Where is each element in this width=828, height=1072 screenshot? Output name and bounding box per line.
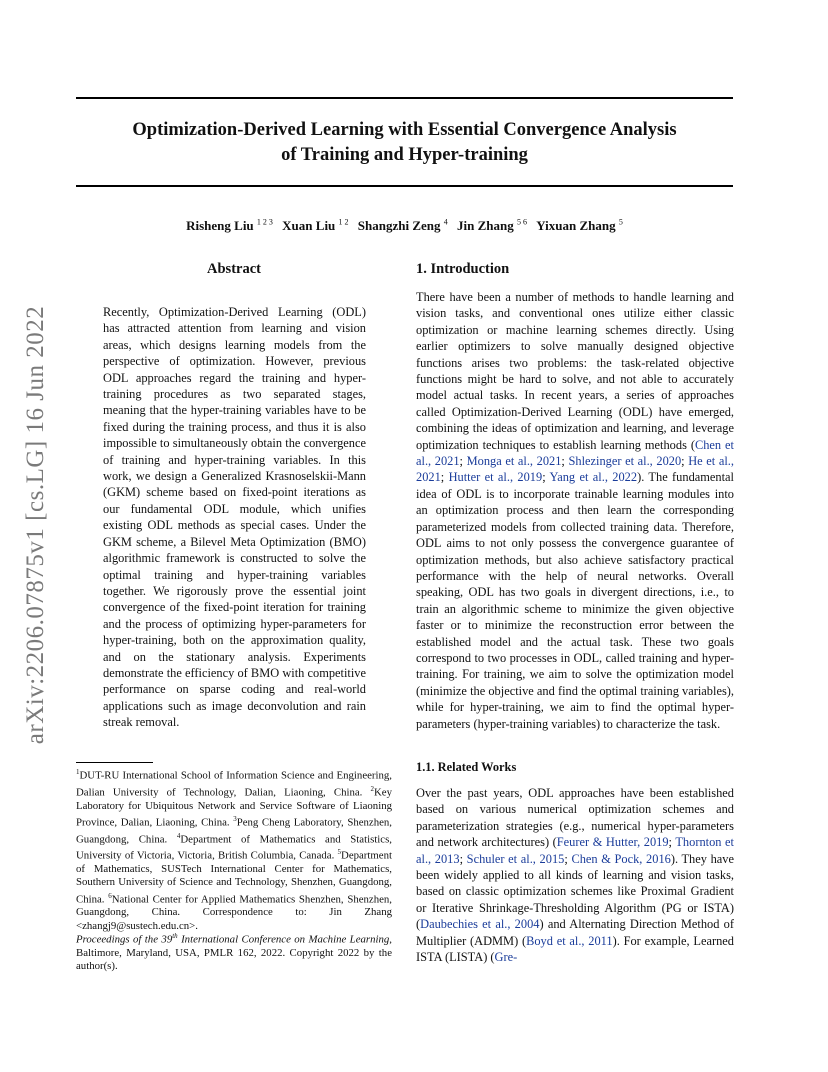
author: Yixuan Zhang $^5$ <box>536 218 623 234</box>
title-line-2: of Training and Hyper-training <box>281 145 528 165</box>
arxiv-stamp-text: arXiv:2206.07875v1 [cs.LG] 16 Jun 2022 <box>22 305 49 745</box>
introduction-heading: 1. Introduction <box>416 261 510 277</box>
related-works-text: Over the past years, ODL approaches have been established based on various numerical optimization schemes and parameterization strategies (e.g., numerical hyper-parameters and network architectures) (Feurer & Hutter, 2019; Thornton et al., 2013; Schuler et al., 2015; Chen & Pock, 2016). They have been widely applied to all kinds of learning and vision tasks, based on classic optimization schemes like Proximal Gradient or Iterative Shrinkage-Thresholding Algorithm (PG or ISTA) (Daubechies et al., 2004) and Alternating Direction Method of Multiplier (ADMM) (Boyd et al., 2011). For example, Learned ISTA (LISTA) (Gre- <box>416 786 734 965</box>
citation-link[interactable]: Chen & Pock, 2016 <box>571 851 671 866</box>
author: Jin Zhang $^{5 6}$ <box>457 218 528 234</box>
paper-title <box>76 118 733 168</box>
author: Shangzhi Zeng $^4$ <box>357 218 448 234</box>
citation-link[interactable]: Hutter et al., 2019 <box>448 470 543 485</box>
affiliations-footnote: $^1$DUT-RU International School of Information Science and Engineering, Dalian University of Technology, Dalian, Liaoning, China. $^2$Key Laboratory for Ubiquitous Network and Service Software of Liaoning Province, Dalian, Liaoning, China. $^3$Peng Cheng Laboratory, Shenzhen, Guangdong, China. $^4$Department of Mathematics and Statistics, University of Victoria, Victoria, British Columbia, Canada. $^5$Department of Mathematics, SUSTech International Center for Mathematics, Southern University of Science and Technology, Shenzhen, Guangdong, China. $^6$National Center for Applied Mathematics Shenzhen, Shenzhen, Guangdong, China. Correspondence to: Jin Zhang <zhangj9@sustech.edu.cn>. <box>76 768 393 932</box>
top-rule <box>76 97 733 99</box>
introduction-text: There have been a number of methods to handle learning and vision tasks, and conventional ones utilize either classic optimization or machine learning schemes directly. Using earlier optimizers to solve manually designed objective functions arises two problems: the task-related objective functions might be hard to solve, and not able to accurately model actual tasks. In recent years, a series of approaches called Optimization-Derived Learning (ODL) have emerged, combining the ideas of optimization and learning, and leverage optimization techniques to establish learning methods (Chen et al., 2021; Monga et al., 2021; Shlezinger et al., 2020; He et al., 2021; Hutter et al., 2019; Yang et al., 2022). The fundamental idea of ODL is to incorporate trainable learning modules into an optimization process and then learn the corresponding parameterized models from collected training data. Therefore, ODL aims to not only possess the convergence guarantee of optimization methods, but also achieve satisfactory practical performance with the help of neural networks. Overall speaking, ODL has two goals in divergent directions, i.e., to train an algorithmic scheme to minimize the given objective faster or to minimize the reconstruction error between the established model and the actual task. These two goals correspond to two processes in ODL, called training and hyper-training. For training, we aim to solve the optimization model (minimize the objective and find the optimal training variables), while for hyper-training, we aim to find the optimal hyper-parameters (hyper-training variables) to characterize the task. <box>416 290 734 731</box>
citation-link[interactable]: Yang et al., 2022 <box>549 470 638 485</box>
title-bottom-rule <box>76 185 733 187</box>
citation-link[interactable]: Chen et al., 2021 <box>416 437 734 469</box>
citation-link[interactable]: Gre- <box>494 950 518 965</box>
citation-link[interactable]: Feurer & Hutter, 2019 <box>556 835 669 850</box>
proceedings-note: Proceedings of the 39th International Conference on Machine Learning, Baltimore, Maryland, USA, PMLR 162, 2022. Copyright 2022 by the author(s). <box>76 932 392 972</box>
footnote-rule <box>76 762 153 763</box>
citation-link[interactable]: He et al., 2021 <box>416 454 734 485</box>
author: Risheng Liu $^{1 2 3}$ <box>186 218 273 234</box>
citation-link[interactable]: Monga et al., 2021 <box>466 454 562 469</box>
citation-link[interactable]: Thornton et al., 2013 <box>416 835 734 866</box>
author: Xuan Liu $^{1 2}$ <box>282 218 349 234</box>
citation-link[interactable]: Shlezinger et al., 2020 <box>568 454 682 469</box>
abstract-text: Recently, Optimization-Derived Learning (ODL) has attracted attention from learning and vision areas, which designs learning models from the perspective of optimization. However, previous ODL approaches regard the training and hyper-training procedures as two separated stages, meaning that the hyper-training variables have to be fixed during the training process, and thus it is also impossible to simultaneously obtain the convergence of training and hyper-training variables. In this work, we design a Generalized Krasnoselskii-Mann (GKM) scheme based on fixed-point iterations as our fundamental ODL module, which unifies existing ODL methods as special cases. Under the GKM scheme, a Bilevel Meta Optimization (BMO) algorithmic framework is constructed to solve the optimal training and hyper-training variables together. We rigorously prove the essential joint convergence of the fixed-point iteration for training and the process of optimizing hyper-parameters for hyper-training, both on the approximation quality, and on the stationary analysis. Experiments demonstrate the efficiency of BMO with competitive performance on sparse coding and real-world applications such as image deconvolution and rain streak removal. <box>103 305 366 730</box>
citation-link[interactable]: Schuler et al., 2015 <box>466 851 565 866</box>
author-list <box>76 214 733 235</box>
citation-link[interactable]: Daubechies et al., 2004 <box>420 917 540 932</box>
title-line-1: Optimization-Derived Learning with Essential Convergence Analysis <box>132 120 677 140</box>
related-works-heading: 1.1. Related Works <box>416 760 517 774</box>
abstract-heading: Abstract <box>207 261 261 277</box>
citation-link[interactable]: Boyd et al., 2011 <box>526 933 613 948</box>
